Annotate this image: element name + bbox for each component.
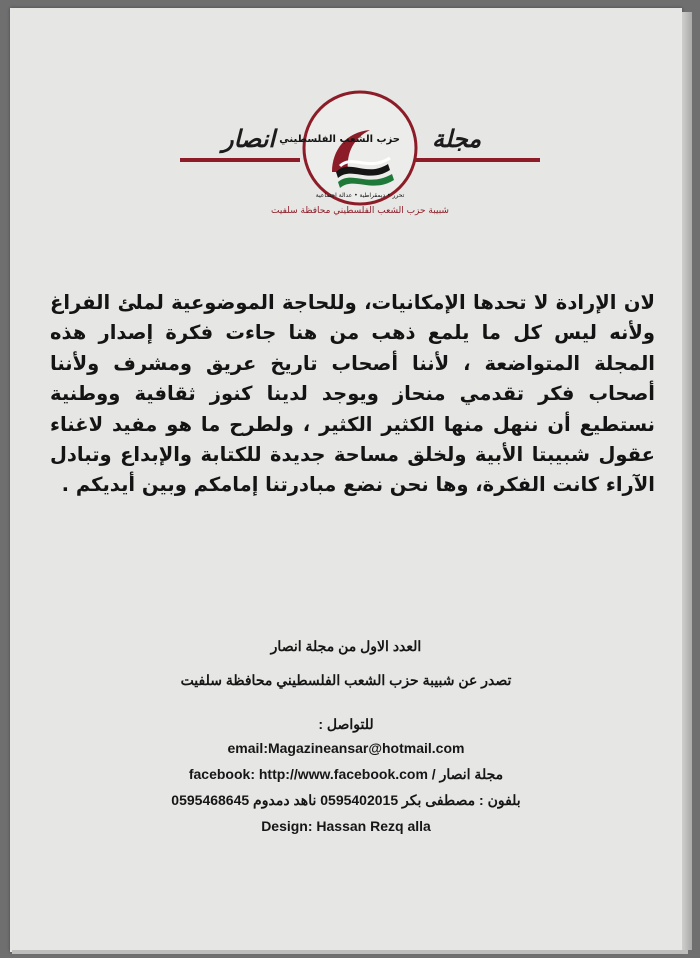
magazine-logo <box>170 86 550 236</box>
logo-word-ansar: انصار <box>222 124 276 153</box>
logo-rule-left <box>180 158 300 162</box>
party-slogan: تحرر • ديمقراطية • عدالة اجتماعية <box>315 192 405 199</box>
page-edge <box>682 12 692 950</box>
arc-caption: شبيبة حزب الشعب الفلسطيني محافظة سلفيت <box>271 206 449 216</box>
logo-word-majalla: مجلة <box>432 124 482 153</box>
contact-heading: للتواصل : <box>318 716 374 732</box>
publisher-line: تصدر عن شبيبة حزب الشعب الفلسطيني محافظة سلفيت <box>180 672 512 688</box>
facebook-line: facebook: http://www.facebook.com / مجلة انصار <box>188 766 504 782</box>
issue-line: العدد الاول من مجلة انصار <box>270 638 422 654</box>
intro-paragraph: لان الإرادة لا تحدها الإمكانيات، وللحاجة الموضوعية لملئ الفراغ ولأنه ليس كل ما يلمع ذهب من هنا جاءت فكرة إصدار هذه المجلة المتواضعة ، لأننا أصحاب تاريخ عريق ومشرف ولأننا أصحاب فكر تقدمي منحاز ويوجد لدينا كنوز ثقافية ووطنية نستطيع أن ننهل منها الكثير الكثير ، ولطرح ما هو مفيد لاغناء عقول شبيبتا الأبية ولخلق مساحة جديدة للكتابة والإبداع وتبادل الآراء كانت الفكرة، وها نحن نضع مبادرتنا إمامكم وبين أيديكم . <box>50 291 655 497</box>
phones-line: بلفون : مصطفى بكر 0595402015 ناهد دمدوم 0595468645 <box>171 792 521 808</box>
magazine-page <box>10 8 682 952</box>
party-name: حزب الشعب الفلسطيني <box>279 134 400 145</box>
email-line: email:Magazineansar@hotmail.com <box>227 740 465 756</box>
design-credit: Design: Hassan Rezq alla <box>261 818 431 834</box>
page-bottom-edge <box>12 950 688 954</box>
